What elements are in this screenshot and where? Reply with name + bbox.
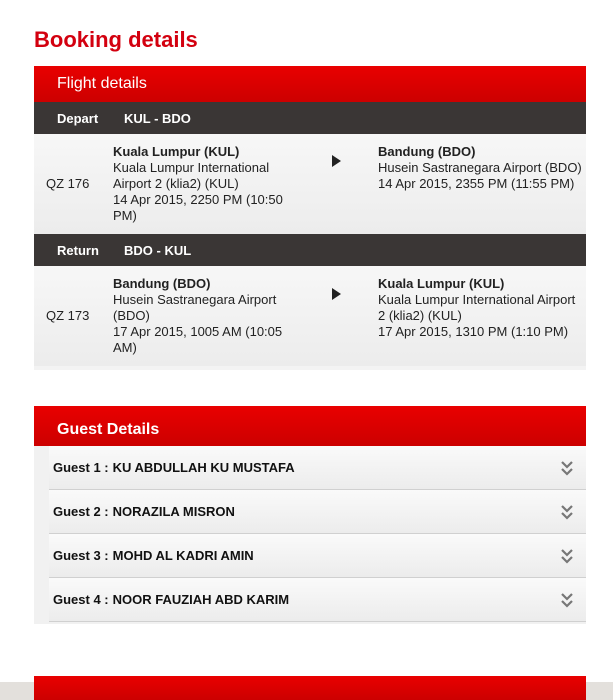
depart-destination-time: 14 Apr 2015, 2355 PM (11:55 PM): [378, 176, 575, 191]
right-arrow-icon: [332, 155, 341, 167]
depart-segment: [34, 134, 586, 234]
depart-destination-city: Bandung (BDO): [378, 144, 476, 159]
guest-label: Guest 3 :: [53, 548, 109, 563]
depart-label: Depart: [57, 110, 99, 126]
return-origin-time: 17 Apr 2015, 1005 AM (10:05 AM): [113, 324, 283, 355]
guest-label: Guest 4 :: [53, 592, 109, 607]
guest-row-1[interactable]: [49, 446, 586, 490]
guest-row-3[interactable]: [49, 534, 586, 578]
flight-details-header: [34, 66, 586, 102]
guest-name: MOHD AL KADRI AMIN: [112, 548, 254, 563]
return-destination-time: 17 Apr 2015, 1310 PM (1:10 PM): [378, 324, 569, 339]
double-chevron-down-icon[interactable]: [560, 547, 574, 565]
return-segment: [34, 266, 586, 366]
return-route: BDO - KUL: [124, 242, 192, 258]
right-arrow-icon: [332, 288, 341, 300]
guest-row-2[interactable]: [49, 490, 586, 534]
return-destination-city: Kuala Lumpur (KUL): [378, 276, 505, 291]
guest-name: KU ABDULLAH KU MUSTAFA: [112, 460, 295, 475]
guest-name: NOOR FAUZIAH ABD KARIM: [112, 592, 290, 607]
flight-details-title: Flight details: [57, 75, 147, 92]
guest-label: Guest 1 :: [53, 460, 109, 475]
next-section-header: [34, 676, 586, 700]
depart-bar: [34, 102, 586, 134]
double-chevron-down-icon[interactable]: [560, 459, 574, 477]
return-destination: [378, 276, 583, 340]
return-destination-airport: Kuala Lumpur International Airport 2 (klia2) (KUL): [378, 292, 576, 323]
return-bar: [34, 234, 586, 266]
depart-flight-number: QZ 176: [46, 176, 90, 191]
return-label: Return: [57, 242, 99, 258]
guest-label: Guest 2 :: [53, 504, 109, 519]
guest-details-title: Guest Details: [57, 421, 160, 438]
depart-origin-time: 14 Apr 2015, 2250 PM (10:50 PM): [113, 192, 283, 223]
flight-details-panel: [34, 66, 586, 370]
depart-destination: [378, 144, 583, 192]
depart-origin-city: Kuala Lumpur (KUL): [113, 144, 240, 159]
page-title: Booking details: [34, 27, 198, 52]
return-origin-airport: Husein Sastranegara Airport (BDO): [113, 292, 277, 323]
depart-origin: [113, 144, 303, 224]
guest-name: NORAZILA MISRON: [112, 504, 235, 519]
depart-origin-airport: Kuala Lumpur International Airport 2 (klia2) (KUL): [113, 160, 270, 191]
return-origin: [113, 276, 303, 356]
double-chevron-down-icon[interactable]: [560, 503, 574, 521]
guest-details-header: [34, 406, 586, 446]
depart-route: KUL - BDO: [124, 110, 191, 126]
guest-row-4[interactable]: [49, 578, 586, 622]
double-chevron-down-icon[interactable]: [560, 591, 574, 609]
return-origin-city: Bandung (BDO): [113, 276, 211, 291]
depart-destination-airport: Husein Sastranegara Airport (BDO): [378, 160, 582, 175]
return-flight-number: QZ 173: [46, 308, 90, 323]
guest-details-panel: [34, 406, 586, 624]
